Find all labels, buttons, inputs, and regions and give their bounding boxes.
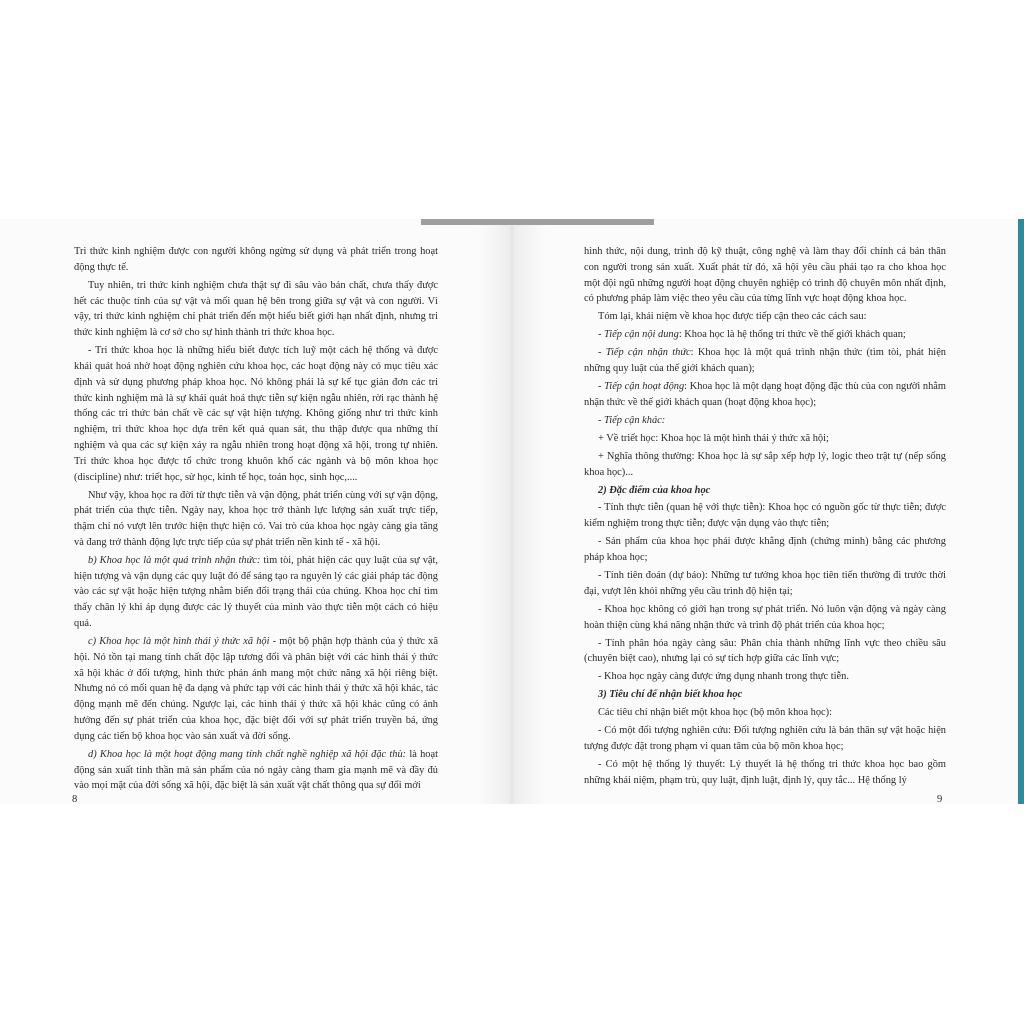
paragraph (584, 449, 946, 481)
paragraph-text: Tuy nhiên, tri thức kinh nghiệm chưa thật sự đi sâu vào bản chất, chưa thấy được hết các thuộc tính của sự vật và mối quan hệ bên trong giữa sự vật và con người. Vì vậy, tri thức kinh nghiệm chỉ phát triển đến một hiểu biết giới hạn nhất định, nhưng tri thức kinh nghiệm là cơ sở cho sự hình thành tri thức khoa học. (74, 279, 438, 339)
paragraph-lead: - Tiếp cận khác: (598, 414, 666, 426)
paragraph (584, 413, 946, 429)
paragraph-text: : Khoa học là một quá trình nhận thức (tìm tòi, phát hiện những quy luật của thế giới khách quan); (584, 347, 946, 375)
paragraph (74, 634, 438, 745)
paragraph (74, 488, 438, 551)
left-page-body (74, 244, 438, 796)
paragraph (584, 309, 946, 325)
paragraph-text: - Khoa học ngày càng được ứng dụng nhanh trong thực tiễn. (598, 671, 849, 683)
right-page-body (584, 244, 946, 791)
edge-accent-bar (1018, 219, 1024, 804)
paragraph-text: Các tiêu chí nhận biết một khoa học (bộ môn khoa học): (598, 707, 833, 719)
section-heading: 2) Đặc điểm của khoa học (598, 484, 711, 496)
paragraph-text: - Tri thức khoa học là những hiểu biết được tích luỹ một cách hệ thống và được khái quát hoá nhờ hoạt động nghiên cứu khoa học, các hoạt động này có mục tiêu xác định và sử dụng phương pháp khoa học. Nó không phải là sự kế tục giản đơn các tri thức kinh nghiệm mà là sự khái quát hoá thực tiễn sự kiện ngẫu nhiên, rời rạc thành hệ thống các tri thức bản chất về các sự vật hiện tượng. Không giống như tri thức kinh nghiệm, tri thức khoa học dựa trên kết quả quan sát, thu thập được qua những thí nghiệm và qua các sự kiện xảy ra ngẫu nhiên trong hoạt động xã hội, trong tự nhiên. Tri thức khoa học được tổ chức trong khuôn khổ các ngành và bộ môn khoa học (discipline) như: triết học, sử học, kinh tế học, toán học, sinh học,.... (74, 345, 438, 483)
paragraph-text: + Nghĩa thông thường: Khoa học là sự sắp xếp hợp lý, logic theo trật tự (nếp sống khoa học)... (584, 450, 946, 478)
section-heading: 3) Tiêu chí để nhận biết khoa học (598, 689, 743, 701)
paragraph-text: - Tính tiên đoán (dự báo): Những tư tưởng khoa học tiên tiến thường đi trước thời đại, vượt lên khỏi những yêu cầu trình độ hiện tại; (584, 570, 946, 597)
paragraph-text: - Tính thực tiễn (quan hệ với thực tiễn): Khoa học có nguồn gốc từ thực tiễn; được kiểm nghiệm trong thực tiễn; được vận dụng vào thực tiễn; (584, 502, 946, 530)
paragraph-text: - một bộ phận hợp thành của ý thức xã hội. Nó tồn tại mang tính chất độc lập tương đối và phân biệt với các hình thái ý thức xã hội khác ở đối tượng, hình thức phản ánh mang một chức năng xã hội riêng biệt. Nhưng nó có mối quan hệ đa dạng và phức tạp với các hình thái ý thức xã hội khác, tác động mạnh mẽ đến chúng. Ngược lại, các hình thái ý thức xã hội khác cũng có ảnh hưởng đến sự phát triển của khoa học, đặc biệt đối với sự phát triển truyền bá, ứng dụng các tiến bộ khoa học vào sản xuất và đời sống. (74, 636, 438, 742)
paragraph (584, 534, 946, 566)
paragraph-lead: b) Khoa học là một quá trình nhận thức: (88, 554, 261, 566)
paragraph (584, 602, 946, 634)
paragraph-text: - Có một đối tượng nghiên cứu: Đối tượng nghiên cứu là bản thân sự vật hoặc hiện tượng được đặt trong phạm vi quan tâm của bộ môn khoa học; (584, 725, 946, 752)
paragraph (584, 636, 946, 668)
paragraph (584, 244, 946, 307)
paragraph (74, 244, 438, 276)
paragraph (584, 568, 946, 600)
paragraph (584, 379, 946, 411)
paragraph (584, 723, 946, 755)
paragraph-text: Tóm lại, khái niệm về khoa học được tiếp cận theo các cách sau: (598, 311, 867, 323)
paragraph-lead: d) Khoa học là một hoạt động mang tính chất nghề nghiệp xã hội đặc thù: (88, 748, 407, 760)
paragraph (74, 747, 438, 794)
paragraph-lead: - Tiếp cận nhận thức (598, 347, 691, 359)
paragraph-text: - Tính phân hóa ngày càng sâu: Phân chia thành những lĩnh vực theo chiều sâu (chuyên biệt cao), nhưng lại có sự tích hợp giữa các lĩnh vực; (584, 637, 946, 665)
book-gutter-shadow (478, 219, 546, 804)
paragraph (74, 278, 438, 341)
paragraph-text: tìm tòi, phát hiện các quy luật của sự vật, hiện tượng và vận dụng các quy luật đó để sáng tạo ra nguyên lý các giải pháp tác động vào các sự vật hoặc hiện tượng nhằm biến đổi trạng thái của chúng. Khoa học chỉ tìm thấy chân lý khi áp dụng được các lý thuyết của mình vào thực tiễn một cách có hiệu quả. (74, 554, 438, 630)
paragraph-lead: c) Khoa học là một hình thái ý thức xã hội (88, 636, 270, 648)
horizontal-scroll-thumb[interactable] (421, 219, 654, 225)
paragraph-text: : Khoa học là hệ thống tri thức về thế giới khách quan; (678, 329, 906, 341)
paragraph-text: - Sản phẩm của khoa học phải được khẳng định (chứng minh) bằng các phương pháp khoa học; (584, 536, 946, 564)
page-number-right: 9 (937, 794, 943, 805)
paragraph (584, 431, 946, 447)
paragraph-lead: - Tiếp cận hoạt động (598, 381, 685, 393)
paragraph-lead: - Tiếp cận nội dung (598, 329, 679, 341)
paragraph (584, 500, 946, 532)
page-number-left: 8 (72, 794, 78, 805)
paragraph (74, 343, 438, 485)
paragraph (74, 553, 438, 632)
paragraph (584, 757, 946, 789)
paragraph-text: - Có một hệ thống lý thuyết: Lý thuyết là hệ thống tri thức khoa học bao gồm những khái niệm, phạm trù, quy luật, định luật, định lý, quy tắc... Hệ thống lý (584, 758, 946, 786)
paragraph-text: Như vậy, khoa học ra đời từ thực tiễn và vận động, phát triển cùng với sự vận động, phát triển của thực tiễn. Ngày nay, khoa học trở thành lực lượng sản xuất trực tiếp, thậm chí nó vượt lên trước hiện thực hiện có. Vai trò của khoa học ngày càng gia tăng và đang trở thành động lực trực tiếp của sự phát triển nền kinh tế - xã hội. (74, 489, 438, 548)
paragraph-text: là hoạt động sản xuất tinh thần mà sản phẩm của nó ngày càng tham gia mạnh mẽ và đầy đủ vào mọi mặt của đời sống xã hội, đặc biệt là sản xuất vật chất thông qua sự đổi mới (74, 748, 438, 792)
paragraph (584, 345, 946, 377)
paragraph (584, 327, 946, 343)
paragraph-text: hình thức, nội dung, trình độ kỹ thuật, công nghệ và làm thay đổi chính cả bản thân con người trong sản xuất. Xuất phát từ đó, xã hội yêu cầu phải tạo ra cho khoa học một đội ngũ những người hoạt động chuyên nghiệp có trình độ chuyên môn nhất định, có phương pháp làm việc theo yêu cầu của từng lĩnh vực hoạt động khoa học. (584, 246, 946, 305)
paragraph-text: Tri thức kinh nghiệm được con người không ngừng sử dụng và phát triển trong hoạt động thực tế. (74, 246, 438, 273)
paragraph-text: : Khoa học là một dạng hoạt động đặc thù của con người nhằm nhận thức về thế giới khách quan (hoạt động khoa học); (584, 381, 946, 408)
paragraph (584, 705, 946, 721)
paragraph (584, 669, 946, 685)
paragraph-text: + Về triết học: Khoa học là một hình thái ý thức xã hội; (598, 432, 829, 444)
paragraph-text: - Khoa học không có giới hạn trong sự phát triển. Nó luôn vận động và ngày càng hoàn thiện cùng khả năng nhận thức và trình độ phát triển của khoa học; (584, 603, 946, 631)
